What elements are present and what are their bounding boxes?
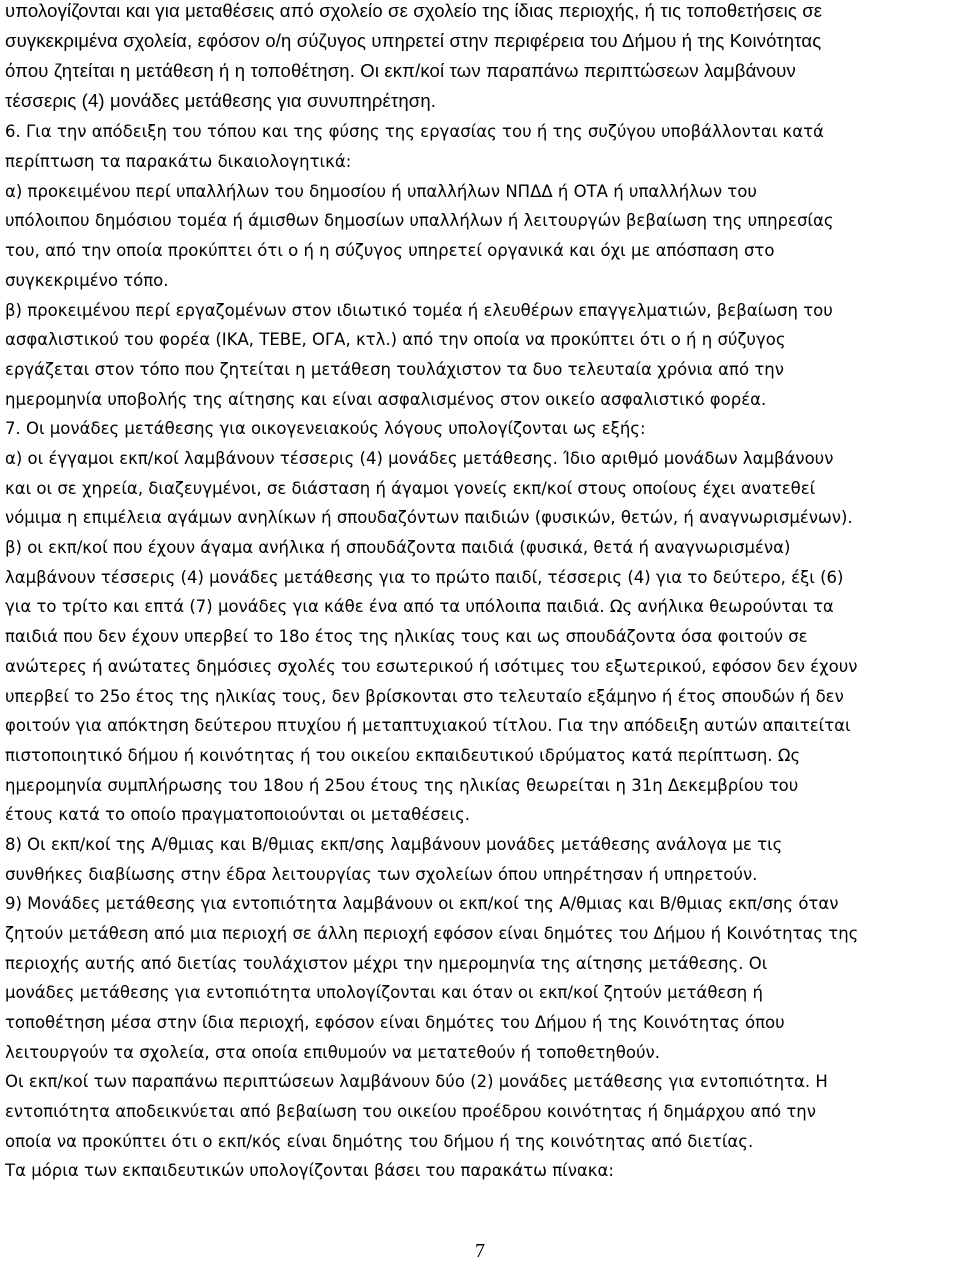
text-line: α) προκειμένου περί υπαλλήλων του δημοσίου ή υπαλλήλων ΝΠΔΔ ή ΟΤΑ ή υπαλλήλων του xyxy=(5,182,757,201)
text-line: όπου ζητείται η μετάθεση ή η τοποθέτηση. Οι εκπ/κοί των παραπάνω περιπτώσεων λαμβάνουν xyxy=(5,60,796,81)
text-line: φοιτούν για απόκτηση δεύτερου πτυχίου ή μεταπτυχιακού τίτλου. Για την απόδειξη αυτών απαιτείται xyxy=(5,716,851,735)
text-line: νόμιμα η επιμέλεια αγάμων ανηλίκων ή σπουδαζόντων παιδιών (φυσικών, θετών, ή αναγνωρισμένων). xyxy=(5,508,853,527)
text-line: ημερομηνία υποβολής της αίτησης και είναι ασφαλισμένος στον οικείο ασφαλιστικό φορέα. xyxy=(5,390,767,409)
text-line: συγκεκριμένο τόπο. xyxy=(5,271,169,290)
text-line: λαμβάνουν τέσσερις (4) μονάδες μετάθεσης για το πρώτο παιδί, τέσσερις (4) για το δεύτερο, έξι (6) xyxy=(5,568,844,587)
text-line: παιδιά που δεν έχουν υπερβεί το 18ο έτος της ηλικίας τους και ως σπουδάζοντα όσα φοιτούν σε xyxy=(5,627,808,646)
text-line: υπερβεί το 25ο έτος της ηλικίας τους, δεν βρίσκονται στο τελευταίο εξάμηνο ή έτος σπουδών ή δεν xyxy=(5,687,844,706)
text-line: οποία να προκύπτει ότι ο εκπ/κός είναι δημότης του δήμου ή της κοινότητας από διετίας. xyxy=(5,1132,754,1151)
text-line: περίπτωση τα παρακάτω δικαιολογητικά: xyxy=(5,152,352,171)
text-line: συνθήκες διαβίωσης στην έδρα λειτουργίας των σχολείων όπου υπηρέτησαν ή υπηρετούν. xyxy=(5,865,758,884)
text-line: τέσσερις (4) μονάδες μετάθεσης για συνυπηρέτηση. xyxy=(5,90,437,111)
text-line: ασφαλιστικού του φορέα (ΙΚΑ, ΤΕΒΕ, ΟΓΑ, κτλ.) από την οποία να προκύπτει ότι ο ή η σύζυγος xyxy=(5,330,786,349)
text-line: υπόλοιπου δημόσιου τομέα ή άμισθων δημοσίων υπαλλήλων ή λειτουργών βεβαίωση της υπηρεσίας xyxy=(5,211,834,230)
paragraph-9-heading: 9) Μονάδες μετάθεσης για εντοπιότητα λαμβάνουν οι εκπ/κοί της Α/θμιας και Β/θμιας εκπ/σης όταν xyxy=(5,894,839,913)
text-line: για το τρίτο και επτά (7) μονάδες για κάθε ένα από τα υπόλοιπα παιδιά. Ως ανήλικα θεωρούνται τα xyxy=(5,597,834,616)
text-line: εργάζεται στον τόπο που ζητείται η μετάθεση τουλάχιστον τα δυο τελευταία χρόνια από την xyxy=(5,360,784,379)
text-line: έτους κατά το οποίο πραγματοποιούνται οι μεταθέσεις. xyxy=(5,805,471,824)
text-line: β) οι εκπ/κοί που έχουν άγαμα ανήλικα ή σπουδάζοντα παιδιά (φυσικά, θετά ή αναγνωρισμένα) xyxy=(5,538,791,557)
text-line: Τα μόρια των εκπαιδευτικών υπολογίζονται βάσει του παρακάτω πίνακα: xyxy=(5,1161,614,1180)
page-number: 7 xyxy=(475,1240,485,1262)
text-line: και οι σε χηρεία, διαζευγμένοι, σε διάσταση ή άγαμοι γονείς εκπ/κοί στους οποίους έχει ανατεθεί xyxy=(5,479,816,498)
paragraph-6-heading: 6. Για την απόδειξη του τόπου και της φύσης της εργασίας του ή της συζύγου υποβάλλονται κατά xyxy=(5,122,824,141)
text-line: εντοπιότητα αποδεικνύεται από βεβαίωση του οικείου προέδρου κοινότητας ή δημάρχου από την xyxy=(5,1102,816,1121)
text-line: συγκεκριμένα σχολεία, εφόσον ο/η σύζυγος υπηρετεί στην περιφέρεια του Δήμου ή της Κοινότητας xyxy=(5,30,822,51)
text-line: λειτουργούν τα σχολεία, στα οποία επιθυμούν να μετατεθούν ή τοποθετηθούν. xyxy=(5,1043,660,1062)
text-line: τοποθέτηση μέσα στην ίδια περιοχή, εφόσον είναι δημότες του Δήμου ή της Κοινότητας όπου xyxy=(5,1013,785,1032)
text-line: β) προκειμένου περί εργαζομένων στον ιδιωτικό τομέα ή ελευθέρων επαγγελματιών, βεβαίωση του xyxy=(5,301,833,320)
text-line: μονάδες μετάθεσης για εντοπιότητα υπολογίζονται και όταν οι εκπ/κοί ζητούν μετάθεση ή xyxy=(5,983,763,1002)
text-line: ζητούν μετάθεση από μια περιοχή σε άλλη περιοχή εφόσον είναι δημότες του Δήμου ή Κοινότητας της xyxy=(5,924,859,943)
text-line: Οι εκπ/κοί των παραπάνω περιπτώσεων λαμβάνουν δύο (2) μονάδες μετάθεσης για εντοπιότητα. Η xyxy=(5,1072,828,1091)
text-line: υπολογίζονται και για μεταθέσεις από σχολείο σε σχολείο της ίδιας περιοχής, ή τις τοποθετήσεις σε xyxy=(5,0,823,21)
paragraph-8-heading: 8) Οι εκπ/κοί της Α/θμιας και Β/θμιας εκπ/σης λαμβάνουν μονάδες μετάθεσης ανάλογα με τις xyxy=(5,835,783,854)
text-line: ανώτερες ή ανώτατες δημόσιες σχολές του εσωτερικού ή ισότιμες του εξωτερικού, εφόσον δεν έχουν xyxy=(5,657,858,676)
text-line: ημερομηνία συμπλήρωσης του 18ου ή 25ου έτους της ηλικίας θεωρείται η 31η Δεκεμβρίου του xyxy=(5,776,799,795)
text-line: περιοχής αυτής από διετίας τουλάχιστον μέχρι την ημερομηνία της αίτησης μετάθεσης. Οι xyxy=(5,954,768,973)
text-line: του, από την οποία προκύπτει ότι ο ή η σύζυγος υπηρετεί οργανικά και όχι με απόσπαση στο xyxy=(5,241,775,260)
text-line: πιστοποιητικό δήμου ή κοινότητας ή του οικείου εκπαιδευτικού ιδρύματος κατά περίπτωση. Ως xyxy=(5,746,801,765)
paragraph-7-heading: 7. Οι μονάδες μετάθεσης για οικογενειακούς λόγους υπολογίζονται ως εξής: xyxy=(5,419,646,438)
text-line: α) οι έγγαμοι εκπ/κοί λαμβάνουν τέσσερις (4) μονάδες μετάθεσης. Ίδιο αριθμό μονάδων λαμβάνουν xyxy=(5,449,834,468)
